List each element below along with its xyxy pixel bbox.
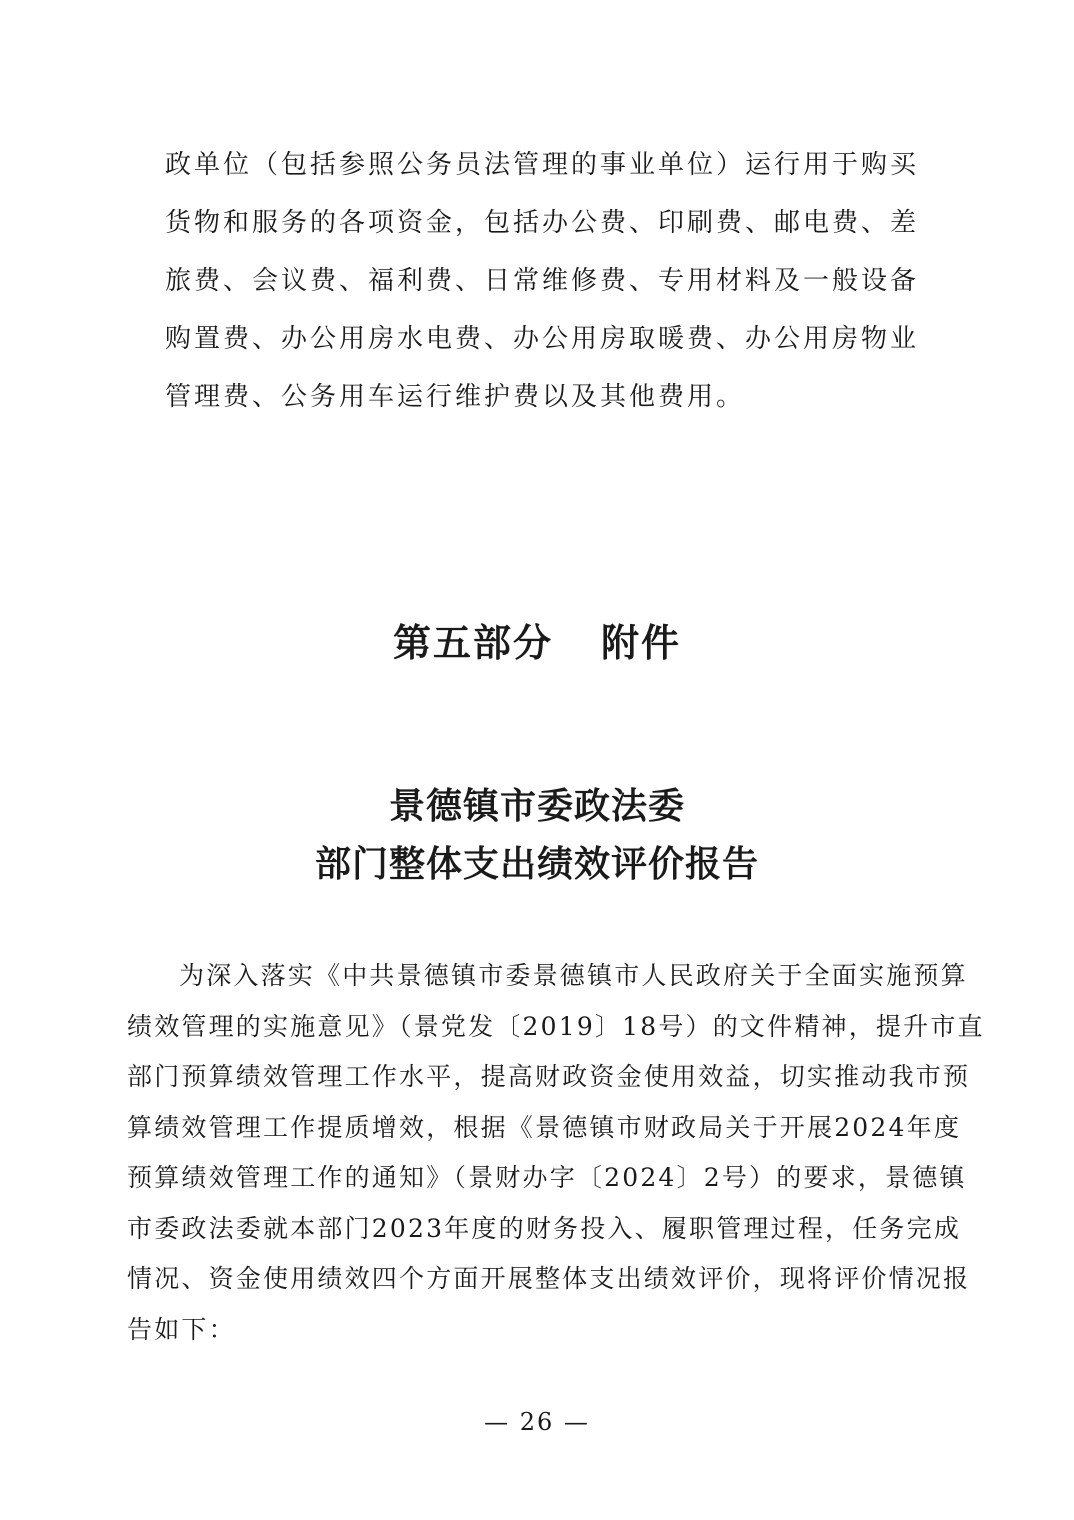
body-line: 部门预算绩效管理工作水平，提高财政资金使用效益，切实推动我市预: [127, 1062, 971, 1091]
section-part-label: 第五部分: [392, 621, 553, 665]
body-line: 绩效管理的实施意见》（景党发〔2019〕18号）的文件精神，提升市直: [127, 1011, 985, 1041]
report-title: [0, 778, 1074, 894]
report-title-line1: 景德镇市委政法委: [388, 786, 685, 827]
body-line: 为深入落实《中共景德镇市委景德镇市人民政府关于全面实施预算: [179, 961, 968, 990]
intro-line: 购置费、办公用房水电费、办公用房取暖费、办公用房物业: [165, 324, 920, 354]
body-line: 告如下：: [127, 1314, 236, 1344]
body-line: 算绩效管理工作提质增效，根据《景德镇市财政局关于开展2024年度: [127, 1112, 962, 1142]
intro-line: 政单位（包括参照公务员法管理的事业单位）运行用于购买: [165, 150, 920, 180]
page-number: — 26 —: [484, 1408, 590, 1436]
intro-line: 管理费、公务用车运行维护费以及其他费用。: [165, 382, 746, 412]
body-line: 预算绩效管理工作的通知》（景财办字〔2024〕2号）的要求，景德镇: [127, 1163, 967, 1192]
body-line: 市委政法委就本部门2023年度的财务投入、履职管理过程，任务完成: [127, 1213, 962, 1243]
report-title-line2: 部门整体支出绩效评价报告: [314, 844, 759, 885]
intro-paragraph: [165, 136, 925, 426]
intro-line: 货物和服务的各项资金，包括办公费、印刷费、邮电费、差: [165, 208, 920, 238]
body-paragraph: [127, 951, 985, 1355]
section-name-label: 附件: [601, 621, 682, 665]
body-line: 情况、资金使用绩效四个方面开展整体支出绩效评价，现将评价情况报: [127, 1264, 971, 1293]
section-heading: [0, 612, 1074, 667]
intro-line: 旅费、会议费、福利费、日常维修费、专用材料及一般设备: [165, 266, 920, 296]
